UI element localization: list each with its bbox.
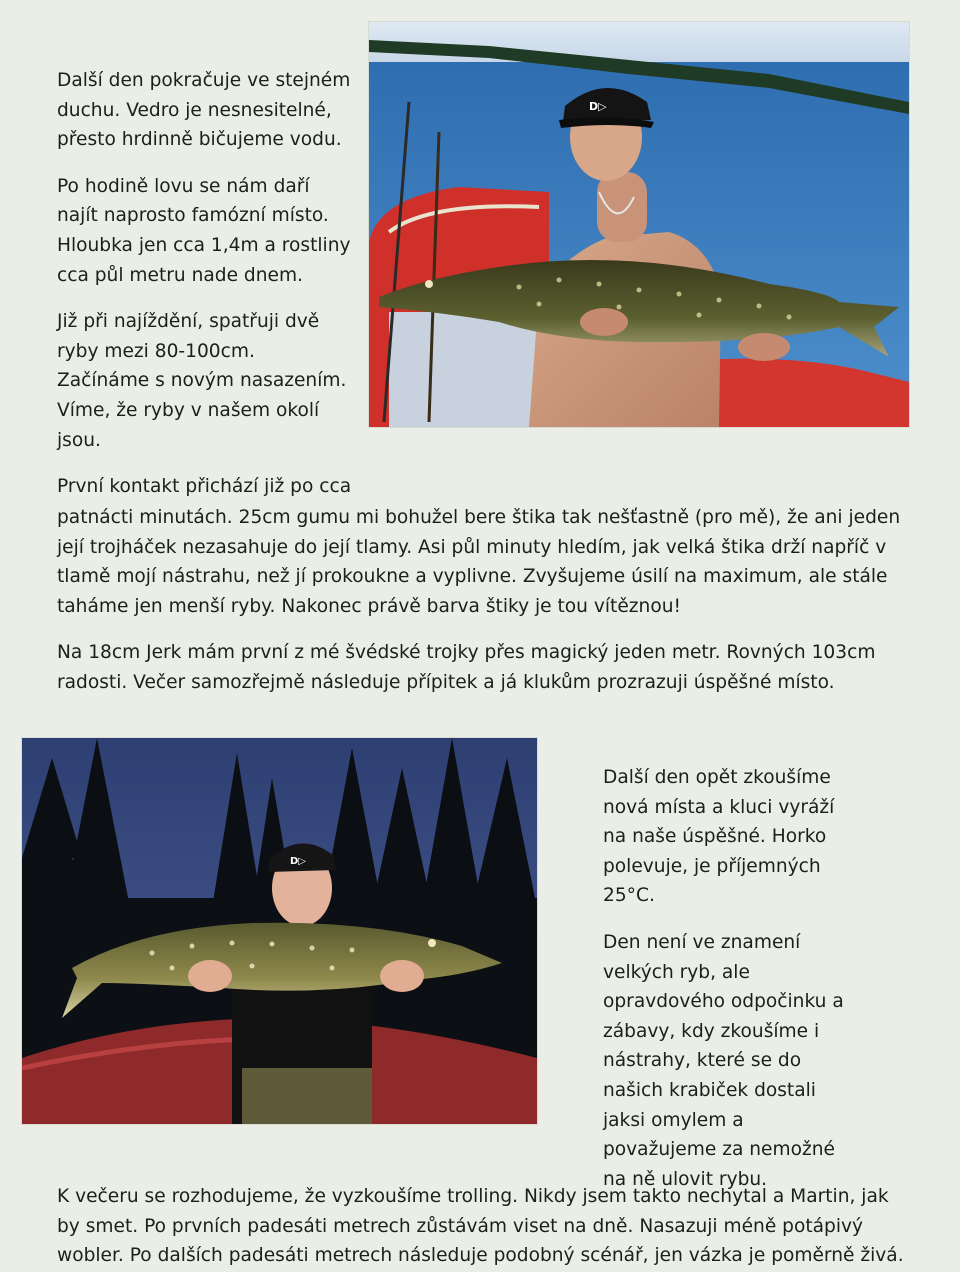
paragraph-found-spot: Po hodině lovu se nám daří najít naprosto famózní místo. Hloubka jen cca 1,4m a rostliny cca půl metru nade dnem. — [57, 175, 351, 286]
paragraph-new-places: Další den opět zkoušíme nová místa a kluci vyráží na naše úspěšné. Horko polevuje, je příjemných 25°C. — [603, 767, 835, 907]
first-contact-text-block — [57, 503, 917, 698]
angler-day-photo-icon — [369, 22, 909, 427]
intro-text-block — [57, 66, 352, 502]
paragraph-first-contact-start: První kontakt přichází již po cca — [57, 476, 352, 498]
paragraph-jerk-103cm: Na 18cm Jerk mám první z mé švédské trojky přes magický jeden metr. Rovných 103cm radosti. Večer samozřejmě následuje přípitek a já klukům prozrazuji úspěšné místo. — [57, 642, 876, 693]
photo-angler-day — [369, 22, 909, 427]
svg-text:D▷: D▷ — [290, 856, 306, 867]
photo-angler-night — [22, 738, 537, 1124]
paragraph-day-continues: Další den pokračuje ve stejném duchu. Vedro je nesnesitelné, přesto hrdinně bičujeme vodu. — [57, 70, 351, 151]
trolling-text-block — [57, 1182, 917, 1271]
next-day-text-block — [603, 763, 853, 1194]
paragraph-first-contact-rest: patnácti minutách. 25cm gumu mi bohužel bere štika tak nešťastně (pro mě), že ani jeden její trojháček nezasahuje do její tlamy. Asi půl minuty hledím, jak velká štika drží napříč v tlamě mojí nástrahu, než jí prokoukne a vyplivne. Zvyšujeme úsilí na maximum, ale stále taháme jen menší ryby. Nakonec právě barva štiky je tou vítěznou! — [57, 507, 901, 617]
angler-night-photo-icon — [22, 738, 537, 1124]
paragraph-two-fish: Již při najíždění, spatřuji dvě ryby mezi 80-100cm. Začínáme s novým nasazením. Víme, že ryby v našem okolí jsou. — [57, 311, 347, 451]
paragraph-relax-day: Den není ve znamení velkých ryb, ale opravdového odpočinku a zábavy, kdy zkoušíme i nástrahy, které se do našich krabiček dostali jaksi omylem a považujeme za nemožné na ně ulovit rybu. — [603, 931, 844, 1190]
paragraph-trolling: K večeru se rozhodujeme, že vyzkoušíme trolling. Nikdy jsem takto nechytal a Martin, jak by smet. Po prvních padesáti metrech zůstávám viset na dně. Nasazuji méně potápivý wobler. Po dalších padesáti metrech následuje podobný scénář, jen vázka je poměrně živá. — [57, 1186, 904, 1267]
svg-text:D▷: D▷ — [589, 100, 607, 113]
